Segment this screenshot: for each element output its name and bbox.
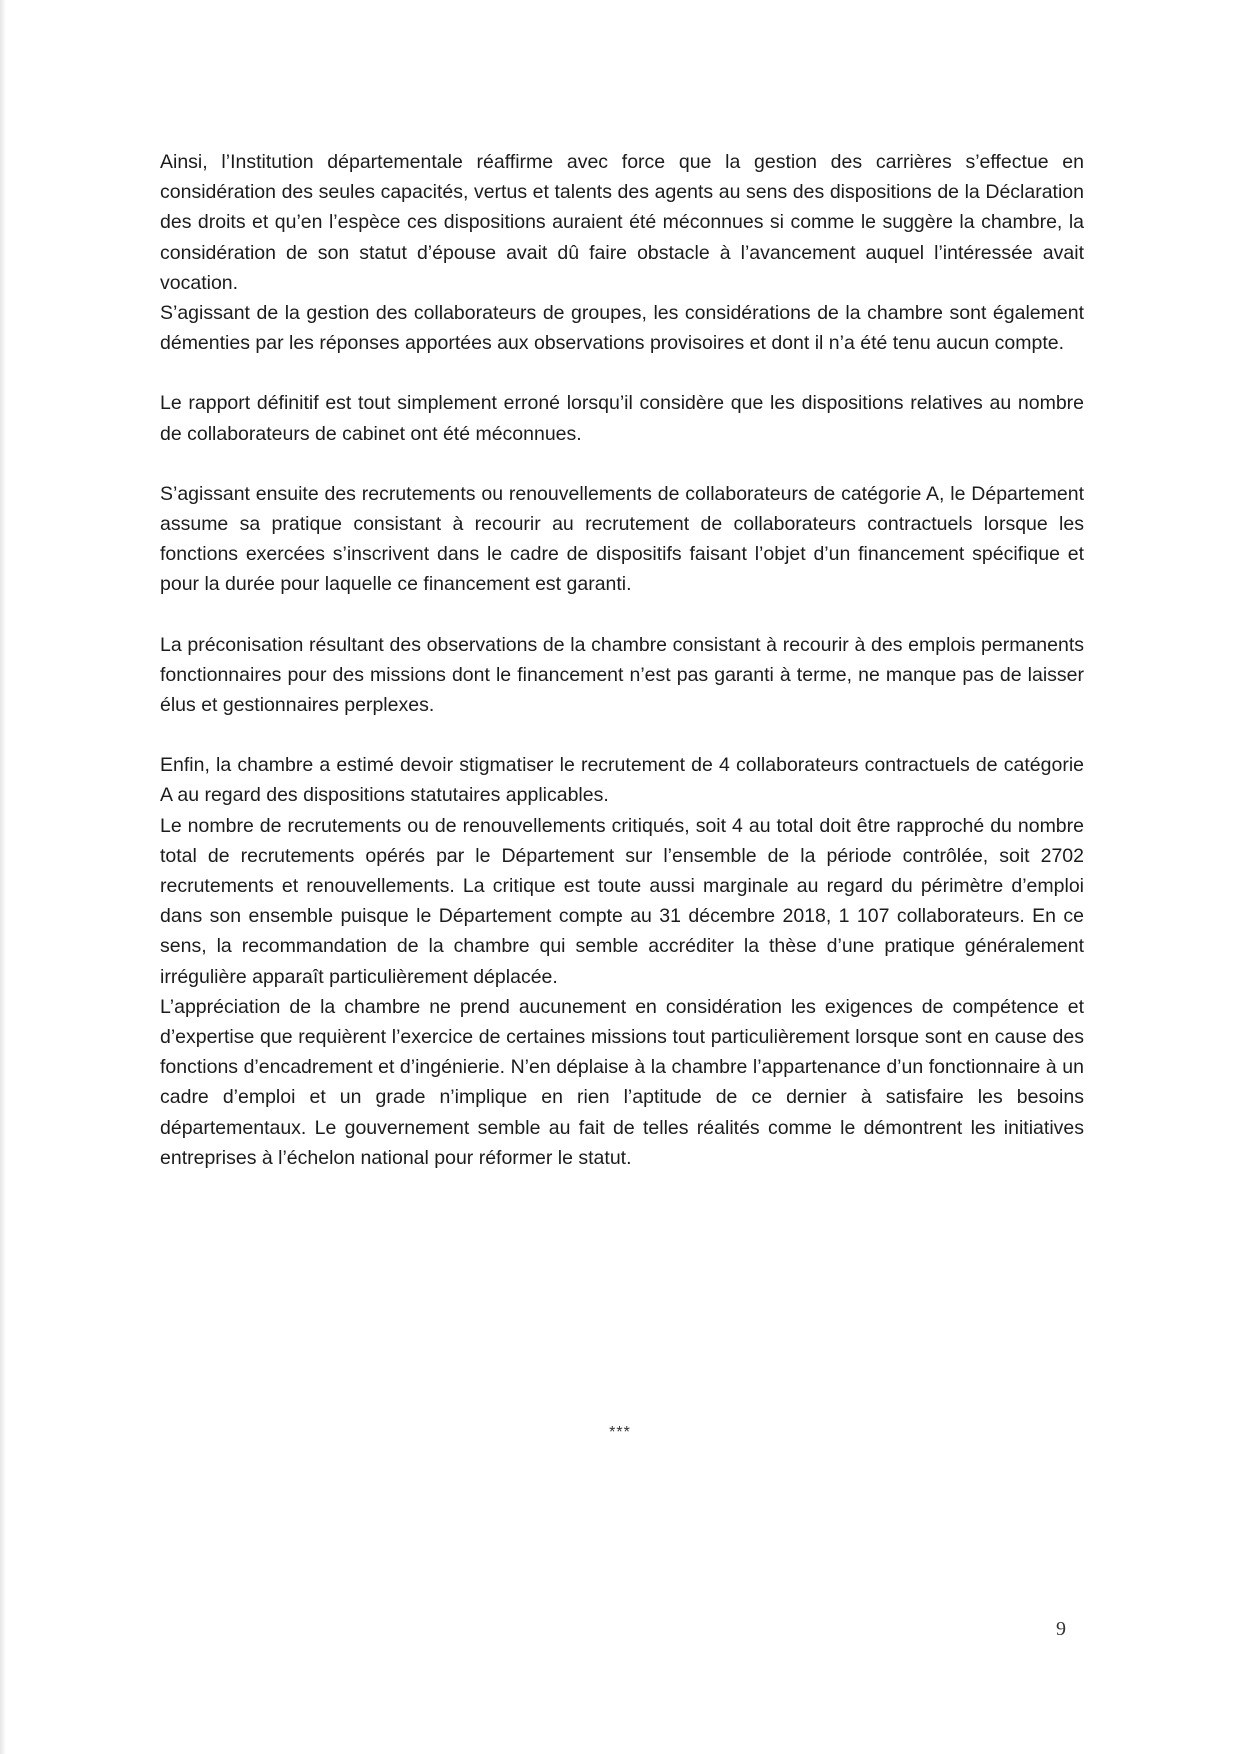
paragraph-3: Le rapport définitif est tout simplement erroné lorsqu’il considère que les dispositions relatives au nombre de collaborateurs de cabinet ont été méconnues. [160, 392, 1084, 445]
body-text [160, 147, 1084, 1173]
scan-edge [0, 0, 6, 1754]
paragraph-2: S’agissant de la gestion des collaborateurs de groupes, les considérations de la chambre sont également démenties par les réponses apportées aux observations provisoires et dont il n’a été tenu aucun compte. [160, 302, 1084, 355]
paragraph-6: Enfin, la chambre a estimé devoir stigmatiser le recrutement de 4 collaborateurs contractuels de catégorie A au regard des dispositions statutaires applicables. [160, 754, 1084, 807]
paragraph-1: Ainsi, l’Institution départementale réaffirme avec force que la gestion des carrières s’effectue en considération des seules capacités, vertus et talents des agents au sens des dispositions de la Déclaration des droits et qu’en l’espèce ces dispositions auraient été méconnues si comme le suggère la chambre, la considération de son statut d’épouse avait dû faire obstacle à l’avancement auquel l’intéressée avait vocation. [160, 151, 1084, 294]
paragraph-7: Le nombre de recrutements ou de renouvellements critiqués, soit 4 au total doit être rapproché du nombre total de recrutements opérés par le Département sur l’ensemble de la période contrôlée, soit 2702 recrutements et renouvellements. La critique est toute aussi marginale au regard du périmètre d’emploi dans son ensemble puisque le Département compte au 31 décembre 2018, 1 107 collaborateurs. En ce sens, la recommandation de la chambre qui semble accréditer la thèse d’une pratique généralement irrégulière apparaît particulièrement déplacée. [160, 814, 1084, 988]
paragraph-5: La préconisation résultant des observations de la chambre consistant à recourir à des emplois permanents fonctionnaires pour des missions dont le financement n’est pas garanti à terme, ne manque pas de laisser élus et gestionnaires perplexes. [160, 633, 1084, 717]
page-number: 9 [1056, 1618, 1066, 1640]
paragraph-8: L’appréciation de la chambre ne prend aucunement en considération les exigences de compétence et d’expertise que requièrent l’exercice de certaines missions tout particulièrement lorsque sont en cause des fonctions d’encadrement et d’ingénierie. N’en déplaise à la chambre l’appartenance d’un fonctionnaire à un cadre d’emploi et un grade n’implique en rien l’aptitude de ce dernier à satisfaire les besoins départementaux. Le gouvernement semble au fait de telles réalités comme le démontrent les initiatives entreprises à l’échelon national pour réformer le statut. [160, 995, 1084, 1169]
section-separator: *** [609, 1424, 631, 1441]
paragraph-4: S’agissant ensuite des recrutements ou renouvellements de collaborateurs de catégorie A, le Département assume sa pratique consistant à recourir au recrutement de collaborateurs contractuels lorsque les fonctions exercées s’inscrivent dans le cadre de dispositifs faisant l’objet d’un financement spécifique et pour la durée pour laquelle ce financement est garanti. [160, 482, 1084, 596]
